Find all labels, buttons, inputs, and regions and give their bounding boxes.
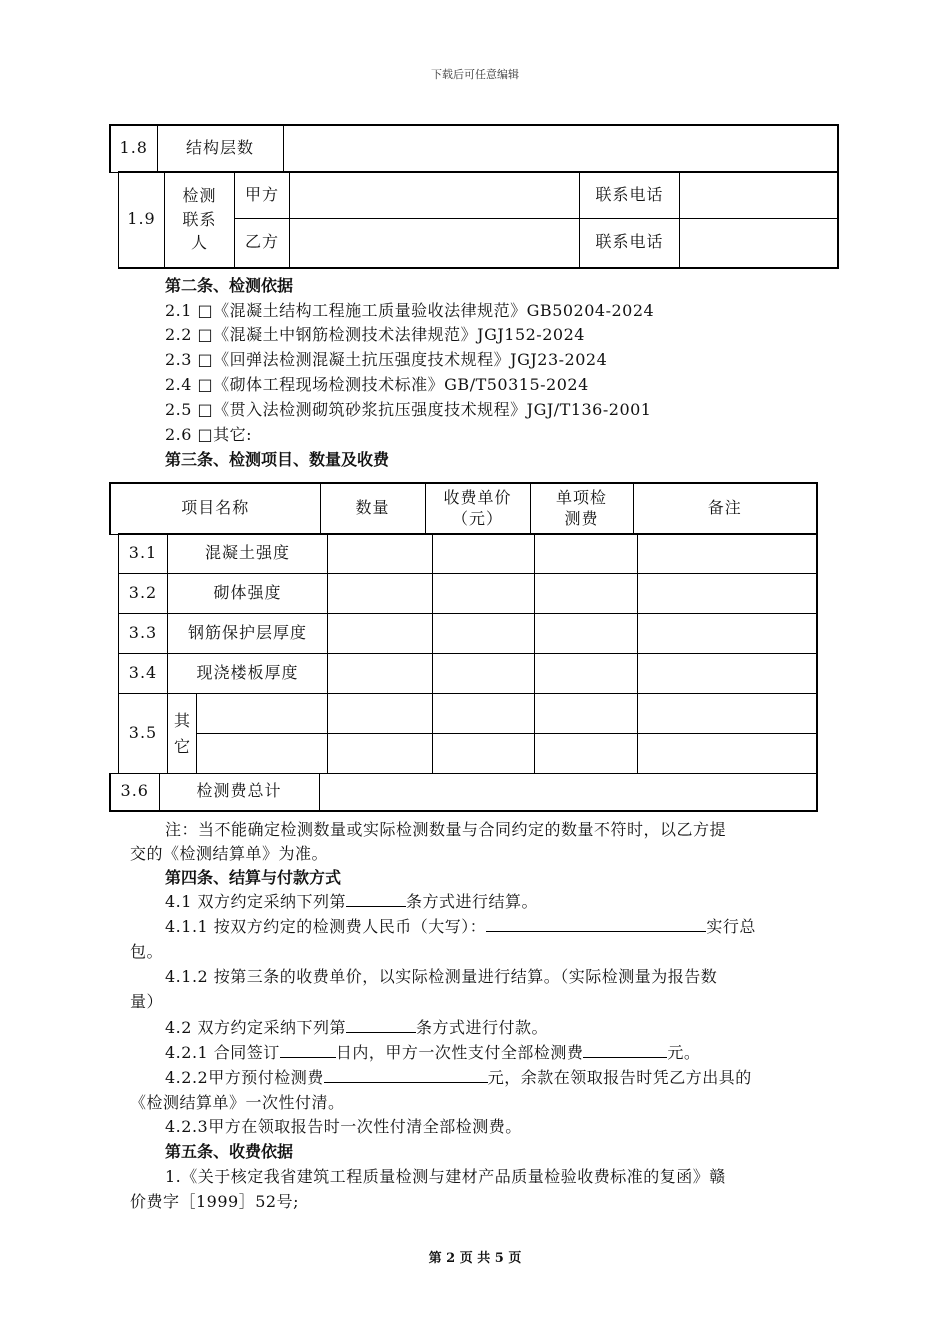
section-3-title: 第三条、检测项目、数量及收费 (165, 450, 390, 469)
clause-4-1-1-cont: 包。 (130, 942, 164, 961)
fee-basis-1-cont: 价费字［1999］52号; (130, 1192, 299, 1211)
party-b-value[interactable] (290, 219, 580, 268)
fee-cell[interactable] (535, 694, 638, 734)
party-a-label: 甲方 (235, 172, 290, 219)
basis-item-2-5: 2.5 □《贯入法检测砌筑砂浆抗压强度技术规程》JGJ/T136-2001 (165, 400, 652, 419)
page-header: 下载后可任意编辑 (431, 68, 519, 81)
row-name: 钢筋保护层厚度 (168, 614, 328, 654)
party-b-label: 乙方 (235, 219, 290, 268)
note-cell[interactable] (638, 614, 817, 654)
row-name: 现浇楼板厚度 (168, 654, 328, 694)
price-cell[interactable] (433, 534, 535, 574)
clause-4-2-1-text: 4.2.1 合同签订 (165, 1043, 280, 1062)
note-line-2: 交的《检测结算单》为准。 (130, 844, 329, 863)
row-num: 3.2 (119, 574, 168, 614)
clause-4-2-text: 4.2 双方约定采纳下列第 (165, 1018, 347, 1037)
section-2-title: 第二条、检测依据 (165, 276, 294, 295)
price-cell[interactable] (433, 694, 535, 734)
price-cell[interactable] (433, 734, 535, 774)
row-name: 砌体强度 (168, 574, 328, 614)
note-cell[interactable] (638, 654, 817, 694)
clause-4-1-text-end: 条方式进行结算。 (406, 892, 539, 911)
days-blank[interactable] (280, 1041, 336, 1058)
fee-cell[interactable] (535, 614, 638, 654)
qty-cell[interactable] (328, 614, 433, 654)
fee-table-header (109, 482, 818, 535)
total-fee-value[interactable] (319, 774, 817, 811)
basis-item-2-4: 2.4 □《砌体工程现场检测技术标准》GB/T50315-2024 (165, 375, 589, 394)
header-item-name: 项目名称 (110, 483, 320, 534)
settlement-option-blank[interactable] (346, 890, 406, 907)
row-name: 混凝土强度 (168, 534, 328, 574)
clause-4-2-1 (165, 1040, 700, 1063)
qty-cell[interactable] (328, 694, 433, 734)
page-footer: 第 2 页 共 5 页 (428, 1251, 522, 1266)
clause-4-1 (165, 889, 538, 912)
full-payment-blank[interactable] (583, 1041, 667, 1058)
clause-4-1-1-text-end: 实行总 (706, 917, 756, 936)
section-5-title: 第五条、收费依据 (165, 1142, 294, 1161)
qty-cell[interactable] (328, 734, 433, 774)
price-cell[interactable] (433, 574, 535, 614)
party-b-phone-label: 联系电话 (580, 219, 680, 268)
basis-item-2-2: 2.2 □《混凝土中钢筋检测技术法律规范》JGJ152-2024 (165, 325, 585, 344)
row-1-8-number: 1.8 (110, 125, 157, 172)
note-cell[interactable] (638, 574, 817, 614)
row-1-8-label: 结构层数 (157, 125, 283, 172)
party-a-value[interactable] (290, 172, 580, 219)
info-table (109, 124, 839, 173)
row-3-6-number: 3.6 (110, 774, 159, 811)
note-cell[interactable] (638, 734, 817, 774)
clause-4-1-1 (165, 914, 756, 937)
header-unit-price: 收费单价（元） (425, 483, 530, 534)
party-b-phone-value[interactable] (680, 219, 838, 268)
fee-table-total (109, 773, 818, 812)
section-4-title: 第四条、结算与付款方式 (165, 868, 342, 887)
clause-4-2-2-text-end: 元，余款在领取报告时凭乙方出具的 (487, 1068, 752, 1087)
contact-table (118, 171, 839, 269)
fee-cell[interactable] (535, 534, 638, 574)
clause-4-2-text-end: 条方式进行付款。 (416, 1018, 549, 1037)
clause-4-2-2-cont: 《检测结算单》一次性付清。 (130, 1093, 345, 1112)
party-a-phone-value[interactable] (680, 172, 838, 219)
price-cell[interactable] (433, 654, 535, 694)
row-1-9-label: 检测联系人 (165, 172, 235, 268)
row-3-6-label: 检测费总计 (159, 774, 319, 811)
clause-4-2-2 (165, 1065, 752, 1088)
qty-cell[interactable] (328, 534, 433, 574)
fee-cell[interactable] (535, 734, 638, 774)
clause-4-2-3: 4.2.3甲方在领取报告时一次性付清全部检测费。 (165, 1117, 522, 1136)
row-3-5-number: 3.5 (119, 694, 168, 774)
row-num: 3.3 (119, 614, 168, 654)
row-num: 3.4 (119, 654, 168, 694)
note-cell[interactable] (638, 694, 817, 734)
other-item-name-2[interactable] (197, 734, 328, 774)
basis-item-2-6: 2.6 □其它: (165, 425, 253, 444)
qty-cell[interactable] (328, 574, 433, 614)
row-num: 3.1 (119, 534, 168, 574)
header-item-fee: 单项检测费 (530, 483, 633, 534)
basis-item-2-3: 2.3 □《回弹法检测混凝土抗压强度技术规程》JGJ23-2024 (165, 350, 608, 369)
row-1-8-value[interactable] (283, 125, 838, 172)
qty-cell[interactable] (328, 654, 433, 694)
clause-4-2-1-text-mid: 日内，甲方一次性支付全部检测费 (335, 1043, 584, 1062)
clause-4-2 (165, 1015, 548, 1038)
row-1-9-number: 1.9 (119, 172, 165, 268)
fee-basis-1: 1.《关于核定我省建筑工程质量检测与建材产品质量检验收费标准的复函》赣 (165, 1167, 726, 1186)
clause-4-1-2-cont: 量） (130, 992, 164, 1011)
note-line-1: 注：当不能确定检测数量或实际检测数量与合同约定的数量不符时，以乙方提 (165, 820, 727, 839)
fee-cell[interactable] (535, 654, 638, 694)
total-amount-blank[interactable] (486, 915, 706, 932)
fee-table-body (118, 533, 818, 774)
other-item-name-1[interactable] (197, 694, 328, 734)
payment-option-blank[interactable] (346, 1016, 416, 1033)
prepayment-blank[interactable] (324, 1066, 488, 1083)
clause-4-2-1-text-end: 元。 (667, 1043, 701, 1062)
clause-4-1-1-text: 4.1.1 按双方约定的检测费人民币（大写）： (165, 917, 487, 936)
basis-item-2-1: 2.1 □《混凝土结构工程施工质量验收法律规范》GB50204-2024 (165, 301, 655, 320)
fee-cell[interactable] (535, 574, 638, 614)
clause-4-1-2: 4.1.2 按第三条的收费单价，以实际检测量进行结算。（实际检测量为报告数 (165, 967, 718, 986)
header-remarks: 备注 (633, 483, 817, 534)
clause-4-2-2-text: 4.2.2甲方预付检测费 (165, 1068, 324, 1087)
note-cell[interactable] (638, 534, 817, 574)
party-a-phone-label: 联系电话 (580, 172, 680, 219)
header-quantity: 数量 (320, 483, 425, 534)
row-3-5-label: 其它 (168, 694, 197, 774)
clause-4-1-text: 4.1 双方约定采纳下列第 (165, 892, 347, 911)
price-cell[interactable] (433, 614, 535, 654)
